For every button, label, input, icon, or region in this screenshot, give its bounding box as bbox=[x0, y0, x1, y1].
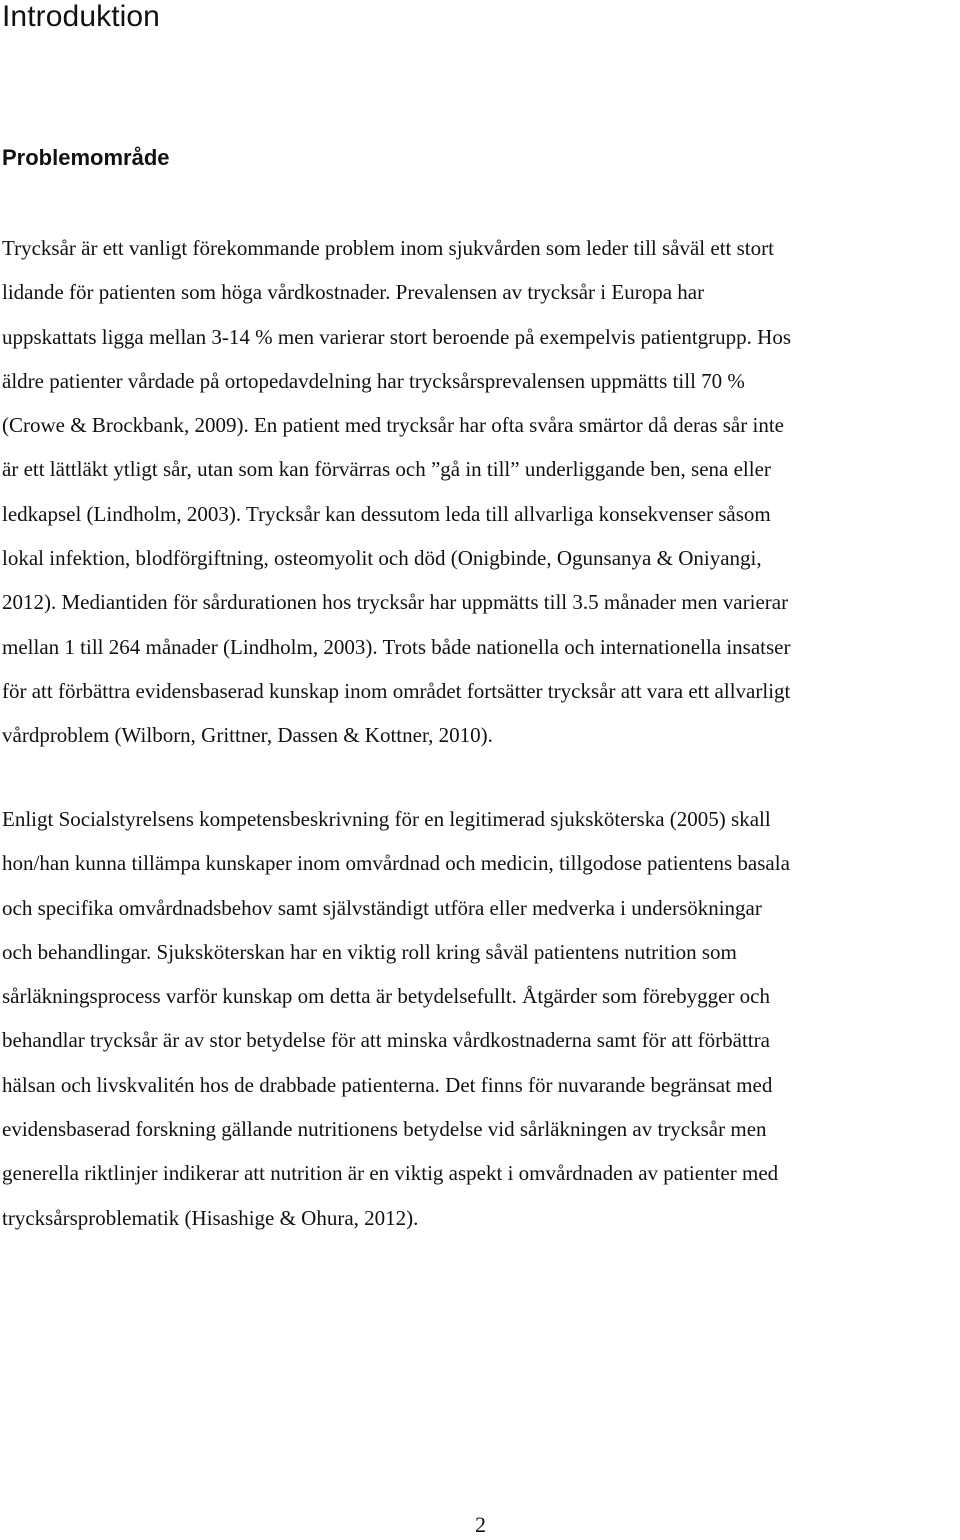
paragraph-line: hälsan och livskvalitén hos de drabbade patienterna. Det finns för nuvarande begränsat med bbox=[2, 1072, 773, 1097]
paragraph-line: sårläkningsprocess varför kunskap om detta är betydelsefullt. Åtgärder som förebygger och bbox=[2, 984, 771, 1009]
paragraph-line: mellan 1 till 264 månader (Lindholm, 2003). Trots både nationella och internationella insatser bbox=[2, 634, 791, 659]
page-number: 2 bbox=[475, 1512, 486, 1537]
paragraph-line: uppskattats ligga mellan 3-14 % men varierar stort beroende på exempelvis patientgrupp. Hos bbox=[2, 324, 792, 349]
paragraph-line: vårdproblem (Wilborn, Grittner, Dassen & Kottner, 2010). bbox=[2, 723, 493, 748]
paragraph-2 bbox=[2, 797, 957, 1240]
paragraph-line: evidensbaserad forskning gällande nutritionens betydelse vid sårläkningen av trycksår men bbox=[2, 1117, 767, 1142]
paragraph-line: generella riktlinjer indikerar att nutrition är en viktig aspekt i omvårdnaden av patienter med bbox=[2, 1161, 779, 1186]
paragraph-line: Enligt Socialstyrelsens kompetensbeskrivning för en legitimerad sjuksköterska (2005) skall bbox=[2, 807, 771, 831]
paragraph-line: och specifika omvårdnadsbehov samt självständigt utföra eller medverka i undersökningar bbox=[2, 895, 762, 920]
paragraph-line: ledkapsel (Lindholm, 2003). Trycksår kan dessutom leda till allvarliga konsekvenser såsom bbox=[2, 501, 771, 526]
paragraph-line: (Crowe & Brockbank, 2009). En patient med trycksår har ofta svåra smärtor då deras sår inte bbox=[2, 413, 784, 438]
paragraph-line: och behandlingar. Sjuksköterskan har en viktig roll kring såväl patientens nutrition som bbox=[2, 939, 737, 964]
section-heading: Problemområde bbox=[2, 145, 170, 170]
paragraph-line: äldre patienter vårdade på ortopedavdelning har trycksårsprevalensen uppmätts till 70 % bbox=[2, 368, 745, 393]
paragraph-line: Trycksår är ett vanligt förekommande problem inom sjukvården som leder till såväl ett stort bbox=[2, 236, 774, 260]
paragraph-line: är ett lättläkt ytligt sår, utan som kan förvärras och ”gå in till” underliggande ben, sena eller bbox=[2, 457, 771, 482]
paragraph-line: behandlar trycksår är av stor betydelse för att minska vårdkostnaderna samt för att förbättra bbox=[2, 1028, 770, 1053]
paragraph-line: hon/han kunna tillämpa kunskaper inom omvårdnad och medicin, tillgodose patientens basala bbox=[2, 851, 790, 876]
page-title: Introduktion bbox=[2, 0, 160, 33]
paragraph-line: lidande för patienten som höga vårdkostnader. Prevalensen av trycksår i Europa har bbox=[2, 280, 705, 305]
paragraph-line: 2012). Mediantiden för sårdurationen hos trycksår har uppmätts till 3.5 månader men varierar bbox=[2, 590, 789, 615]
paragraph-line: för att förbättra evidensbaserad kunskap inom området fortsätter trycksår att vara ett allvarligt bbox=[2, 678, 791, 703]
paragraph-line: lokal infektion, blodförgiftning, osteomyolit och död (Onigbinde, Ogunsanya & Oniyangi, bbox=[2, 546, 762, 571]
paragraph-1 bbox=[2, 226, 957, 758]
paragraph-line: trycksårsproblematik (Hisashige & Ohura, 2012). bbox=[2, 1205, 419, 1230]
